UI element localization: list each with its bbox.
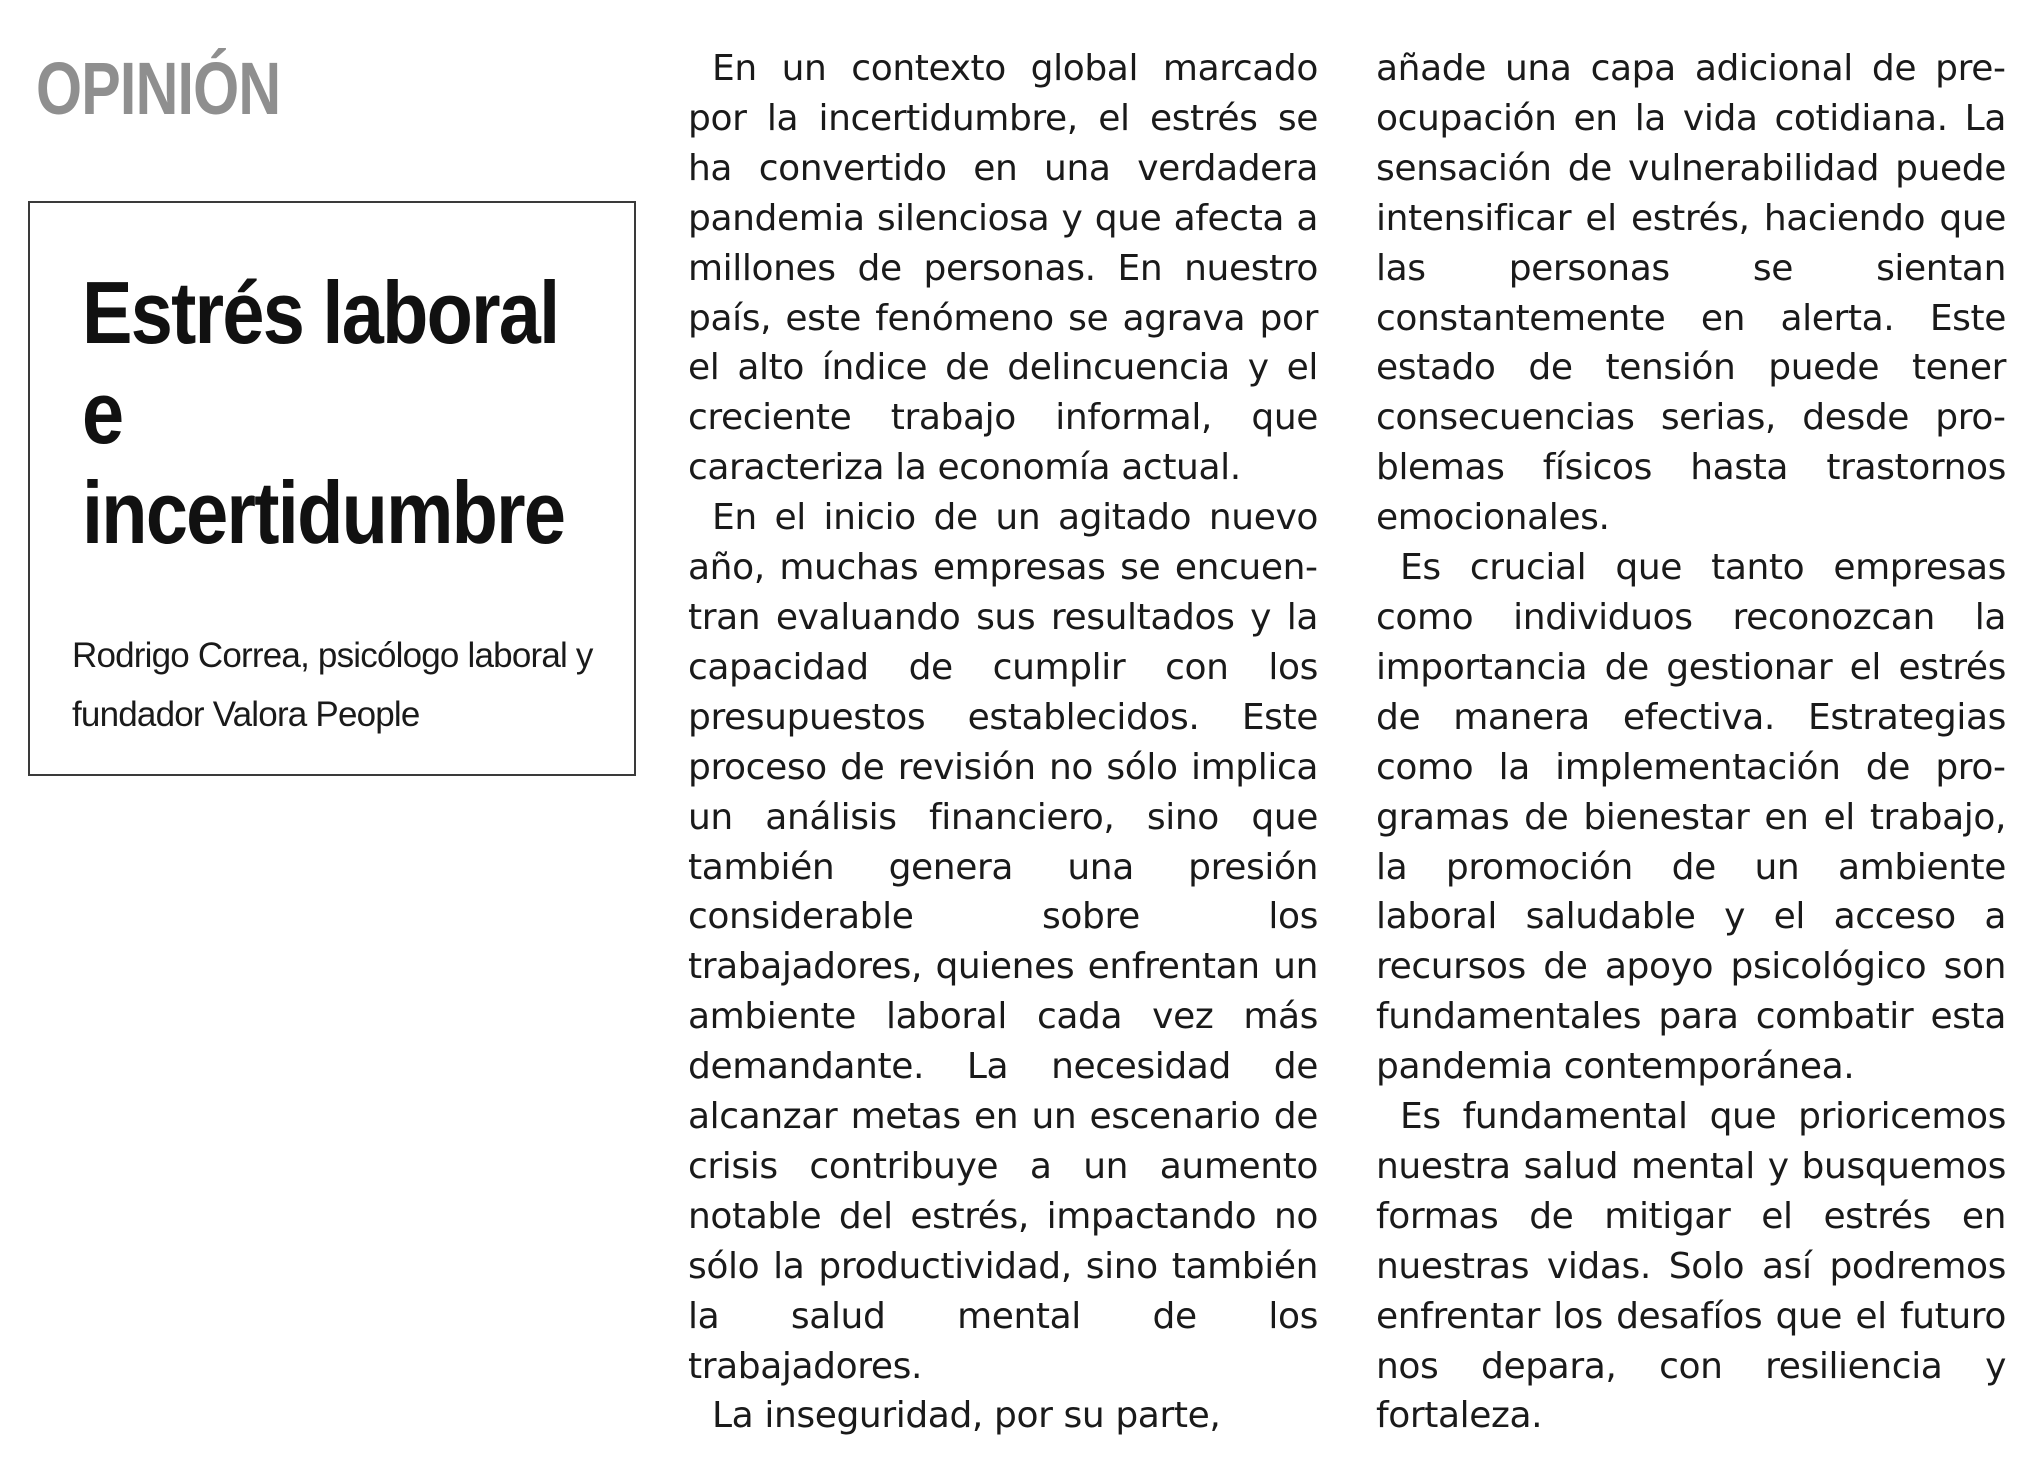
article-paragraph: añade una capa adicional de preocupación en la vida cotidiana. La sensación de vulnerabilidad puede intensificar el estrés, haciendo que las personas se sientan constantemente en alerta. Este estado de tensión puede tener consecuencias serias, desde problemas físicos hasta trastornos emocionales. <box>1376 48 2006 539</box>
article-column-left <box>688 44 1318 1441</box>
article-headline: Estrés laboral e incertidumbre <box>82 263 565 562</box>
article-paragraph: La inseguridad, por su parte, <box>712 1395 1221 1437</box>
article-paragraph: Es crucial que tanto empresas como individuos reconozcan la importancia de gestionar el estrés de manera efectiva. Estrategias como la implementación de programas de bienestar en el trabajo, la promoción de un ambiente laboral saludable y el acceso a recursos de apoyo psicológico son fundamentales para combatir esta pandemia contemporánea. <box>1376 547 2006 1088</box>
article-paragraph: En el inicio de un agitado nuevo año, muchas empresas se encuentran evaluando sus resultados y la capacidad de cumplir con los presupuestos establecidos. Este proceso de revisión no sólo implica un análisis financiero, sino que también genera una presión considerable sobre los trabajadores, quienes enfrentan un ambiente laboral cada vez más demandante. La necesidad de alcanzar metas en un escenario de crisis contribuye a un aumento notable del estrés, impactando no sólo la productividad, sino también la salud mental de los trabajadores. <box>688 497 1318 1387</box>
article-byline: Rodrigo Correa, psicólogo laboral y fundador Valora People <box>72 636 593 734</box>
article-paragraph: En un contexto global marcado por la incertidumbre, el estrés se ha convertido en una verdadera pandemia silenciosa y que afecta a millones de personas. En nuestro país, este fenómeno se agrava por el alto índice de delincuencia y el creciente trabajo informal, que caracteriza la economía actual. <box>688 48 1318 489</box>
article-column-right <box>1376 44 2006 1441</box>
article-paragraph: Es fundamental que prioricemos nuestra salud mental y busquemos formas de mitigar el estrés en nuestras vidas. Solo así podremos enfrentar los desafíos que el futuro nos depara, con resiliencia y fortaleza. <box>1376 1096 2006 1437</box>
headline-box <box>28 201 636 776</box>
section-label: OPINIÓN <box>36 47 281 130</box>
